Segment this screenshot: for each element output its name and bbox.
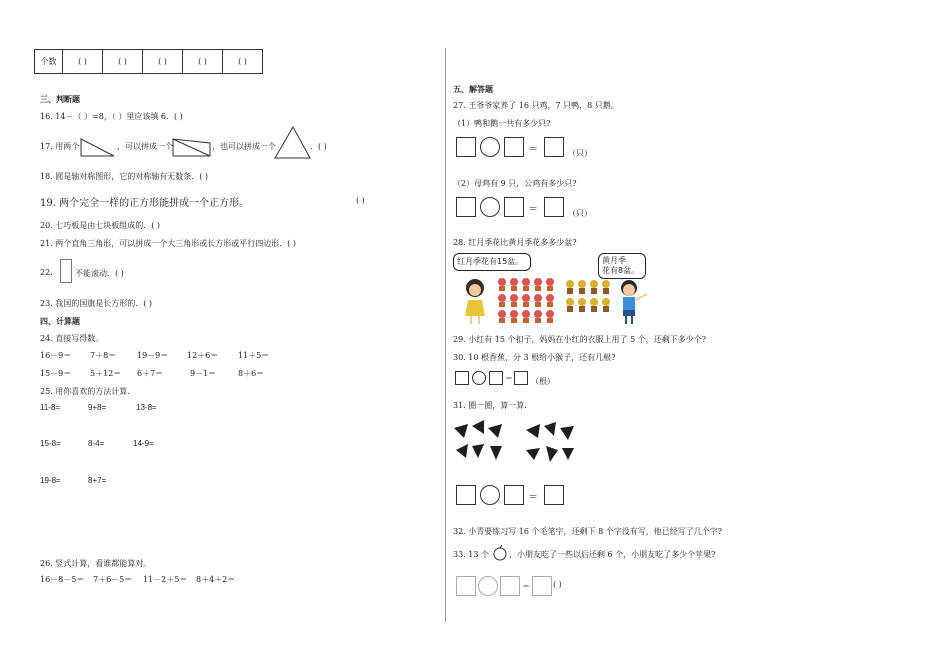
operator-circle[interactable] <box>480 485 500 505</box>
answer-box[interactable] <box>456 197 476 217</box>
section5-title: 五、解答题 <box>453 85 493 94</box>
calc-item: 15－9＝ <box>40 369 72 378</box>
question-25: 25. 用你喜欢的方法计算. <box>40 387 130 396</box>
question-21: 21. 两个直角三角形，可以拼成一个大三角形或长方形或平行四边形．( ) <box>40 239 297 248</box>
answer-box[interactable] <box>456 576 476 596</box>
calc-item: 15-8= <box>40 439 61 448</box>
question-32: 32. 小青要练习写 16 个毛笔字，还剩下 8 个字没有写，他已经写了几个字? <box>453 527 722 536</box>
calc-item: 19－9＝ <box>137 351 169 360</box>
triangle-icon <box>274 126 312 160</box>
question-27: 27. 王爷爷家养了 16 只鸡，7 只鸭，8 只鹅。 <box>453 101 619 110</box>
calc-item: 16－8－5＝ <box>40 575 85 584</box>
question-20: 20. 七巧板是由七块板组成的．( ) <box>40 221 161 230</box>
calc-item: 9－1＝ <box>190 369 217 378</box>
question-24: 24. 直接写得数。 <box>40 334 104 343</box>
yellow-flowers-icon <box>564 278 614 322</box>
calc-item: 11－2＋5＝ <box>143 575 188 584</box>
table-cell: ( ) <box>63 50 103 74</box>
answer-box[interactable] <box>500 576 520 596</box>
unit-label: （只） <box>568 149 592 158</box>
unit-label: （只） <box>568 209 592 218</box>
question-30: 30. 10 根香蕉，分 3 根给小猴子，还有几根? <box>453 353 616 362</box>
answer-box[interactable] <box>504 137 524 157</box>
question-33-a: 33. 13 个 <box>453 550 489 559</box>
speech-bubble-right <box>598 253 646 279</box>
question-19-paren: ( ) <box>356 196 365 205</box>
answer-box[interactable] <box>504 485 524 505</box>
table-cell: ( ) <box>223 50 263 74</box>
calc-item: 9+8= <box>88 403 107 412</box>
calc-item: 7＋6－5＝ <box>93 575 133 584</box>
question-17-c: ，也可以拼成一个 <box>212 142 276 151</box>
cuboid-icon <box>60 259 72 283</box>
operator-circle[interactable] <box>480 197 500 217</box>
answer-box[interactable] <box>456 137 476 157</box>
table-header: 个数 <box>35 50 63 74</box>
question-22-text: 不能滚动．( ) <box>75 269 124 278</box>
answer-box[interactable] <box>456 485 476 505</box>
calc-item: 13-8= <box>136 403 157 412</box>
answer-box[interactable] <box>532 576 552 596</box>
answer-box[interactable] <box>544 137 564 157</box>
apple-icon <box>492 545 508 561</box>
calc-item: 16－9＝ <box>40 351 72 360</box>
equals-sign: ＝ <box>528 144 538 155</box>
right-triangle-icon <box>80 138 116 158</box>
strawberries-icon <box>452 416 582 466</box>
girl-icon <box>460 276 490 326</box>
question-19: 19. 两个完全一样的正方形能拼成一个正方形。 <box>40 198 250 209</box>
operator-circle[interactable] <box>480 137 500 157</box>
operator-circle[interactable] <box>478 576 498 596</box>
column-divider <box>445 48 446 622</box>
question-18: 18. 圆是轴对称图形，它的对称轴有无数条．( ) <box>40 172 209 181</box>
table-cell: ( ) <box>183 50 223 74</box>
question-26: 26. 竖式计算，看谁都能算对。 <box>40 559 152 568</box>
speech-bubble-left: 红月季花有15盆。 <box>453 253 531 271</box>
table-cell: ( ) <box>103 50 143 74</box>
operator-circle[interactable] <box>472 371 486 385</box>
calc-item: 5＋12＝ <box>90 369 122 378</box>
bubble-line: 黄月季 <box>602 256 626 265</box>
bubble-line: 花有8盆。 <box>602 266 640 275</box>
section3-title: 三、判断题 <box>40 95 80 104</box>
count-table <box>34 49 263 74</box>
red-flowers-icon <box>496 276 560 328</box>
calc-item: 8-4= <box>88 439 105 448</box>
question-31: 31. 圈一圈，算一算. <box>453 401 527 410</box>
question-16: 16. 14－（ ）=8，（ ）里应该填 6．( ) <box>40 112 183 121</box>
parallelogram-icon <box>172 138 212 158</box>
answer-box[interactable] <box>489 371 503 385</box>
question-17-a: 17. 用两个 <box>40 142 80 151</box>
question-27-1: （1）鸭和鹅一共有多少只? <box>453 119 551 128</box>
calc-item: 6＋7＝ <box>137 369 164 378</box>
equals-sign: ＝ <box>528 492 538 503</box>
question-23: 23. 我国的国旗是长方形的．( ) <box>40 299 153 308</box>
question-17-b: ，可以拼成一个 <box>117 142 173 151</box>
question-27-2: （2）母鸡有 9 只，公鸡有多少只? <box>453 179 577 188</box>
calc-item: 8＋4＋2＝ <box>196 575 236 584</box>
calc-item: 8+7= <box>88 476 107 485</box>
question-22-num: 22. <box>40 268 53 277</box>
answer-box[interactable] <box>504 197 524 217</box>
calc-item: 11-8= <box>40 403 61 412</box>
answer-box[interactable] <box>514 371 528 385</box>
calc-item: 12＋6＝ <box>187 351 219 360</box>
answer-paren: ( ) <box>553 580 562 589</box>
calc-item: 8＋6＝ <box>238 369 265 378</box>
question-28: 28. 红月季花比黄月季花多多少盆? <box>453 238 577 247</box>
table-cell: ( ) <box>143 50 183 74</box>
question-29: 29. 小红有 15 个扣子，妈妈在小红的衣服上用了 5 个，还剩下多少个? <box>453 335 706 344</box>
equals-sign: ＝ <box>505 374 513 383</box>
unit-label: （根） <box>531 377 555 386</box>
calc-item: 19-8= <box>40 476 61 485</box>
question-33-b: ，小朋友吃了一些以后还剩 6 个，小朋友吃了多少个苹果? <box>509 550 716 559</box>
answer-box[interactable] <box>544 485 564 505</box>
question-17-d: ．( ) <box>310 142 327 151</box>
answer-box[interactable] <box>544 197 564 217</box>
equals-sign: ＝ <box>522 582 530 591</box>
section4-title: 四、计算题 <box>40 317 80 326</box>
answer-box[interactable] <box>455 371 469 385</box>
equals-sign: ＝ <box>528 204 538 215</box>
boy-icon <box>614 278 650 326</box>
calc-item: 7＋8＝ <box>90 351 117 360</box>
calc-item: 14-9= <box>133 439 154 448</box>
calc-item: 11＋5＝ <box>238 351 270 360</box>
